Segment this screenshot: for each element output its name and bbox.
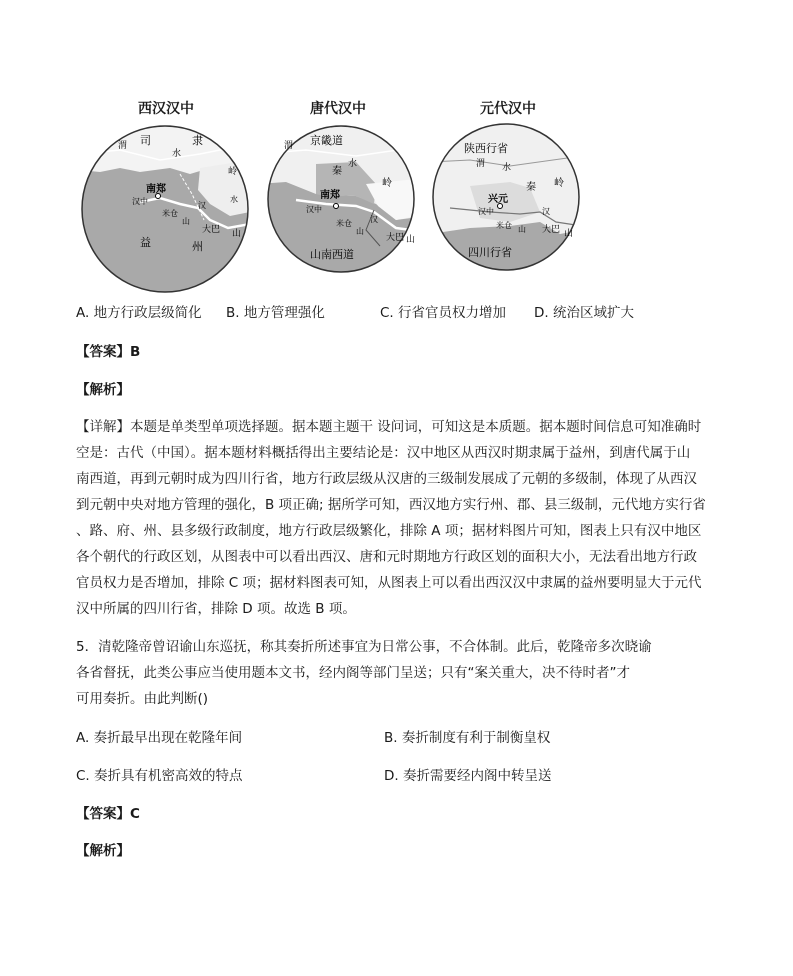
map-tang-label-wei: 渭 (284, 141, 294, 151)
q5-option-b[interactable]: B. 奏折制度有利于制衡皇权 (384, 730, 551, 746)
map-tang-label-qin: 秦 (332, 166, 342, 177)
map-yuan-label-qin: 秦 (526, 182, 536, 193)
q4-detail-line: 官员权力是否增加，排除 C 项；据材料图表可知，从图表上可以看出西汉汉中隶属的益州要明显大于元代 (76, 575, 702, 591)
map-xihan-label-shan1: 山 (182, 217, 190, 226)
map-tang-label-ling: 岭 (382, 178, 392, 189)
q4-detail-explanation (76, 414, 718, 622)
q5-stem-line: 5．清乾隆帝曾诏谕山东巡抚，称其奏折所述事宜为日常公事，不合体制。此后，乾隆帝多次晓谕 (76, 639, 652, 655)
map-xihan-label-wei: 渭 (118, 141, 128, 151)
map-tang-label-shan1: 山 (356, 227, 364, 236)
map-xihan-label-shan2: 山 (232, 229, 242, 239)
q4-option-c[interactable]: C. 行省官员权力增加 (380, 305, 507, 321)
map-yuan-label-xingyuan: 兴元 (488, 194, 508, 205)
map-title-xihan: 西汉汉中 (138, 101, 194, 117)
map-yuan-label-shan1: 山 (518, 225, 526, 234)
q4-detail-line: 到元朝中央对地方管理的强化，B 项正确; 据所学可知，西汉地方实行州、郡、县三级制，元代地方实行省 (76, 497, 706, 513)
map-tang-label-han: 汉 (370, 215, 378, 224)
q5-stem (76, 634, 718, 712)
map-xihan-label-hanzhong: 汉中 (132, 197, 148, 206)
map-xihan-label-nanzheng: 南郑 (146, 184, 166, 195)
map-yuan-label-shaanxi: 陕西行省 (464, 142, 508, 155)
map-title-tang: 唐代汉中 (310, 101, 366, 117)
q5-analysis-label: 【解析】 (76, 843, 130, 859)
q4-option-a[interactable]: A. 地方行政层级简化 (76, 305, 202, 321)
q4-detail-line: 、路、府、州、县多级行政制度，地方行政层级繁化，排除 A 项；据材料图片可知，图表上只有汉中地区 (76, 523, 702, 539)
map-yuan-label-migang: 米仓 (496, 221, 512, 230)
map-yuan-label-hanzhong: 汉中 (478, 207, 494, 216)
q5-answer: 【答案】C (76, 806, 140, 822)
map-tang-label-shui: 水 (348, 159, 358, 169)
map-xihan-label-ling: 岭 (228, 167, 238, 177)
q4-detail-line: 空是：古代（中国）。据本题材料概括得出主要结论是：汉中地区从西汉时期隶属于益州，到唐代属于山 (76, 445, 691, 461)
map-yuan-label-daba: 大巴 (542, 225, 561, 235)
q4-option-b[interactable]: B. 地方管理强化 (226, 305, 325, 321)
q4-detail-line: 南西道，再到元朝时成为四川行省，地方行政层级从汉唐的三级制发展成了元朝的多级制，体现了从西汉 (76, 471, 697, 487)
map-tang-label-migang: 米仓 (336, 219, 352, 228)
map-xihan-label-han: 汉 (198, 201, 206, 210)
q4-analysis-label: 【解析】 (76, 382, 130, 398)
q5-stem-line: 可用奏折。由此判断() (76, 691, 209, 707)
map-xihan-label-li: 隶 (192, 134, 203, 147)
q5-stem-line: 各省督抚，此类公事应当使用题本文书，经内阁等部门呈送；只有“案关重大，决不待时者”才 (76, 665, 630, 681)
map-xihan-label-yi: 益 (140, 236, 151, 249)
q5-option-c[interactable]: C. 奏折具有机密高效的特点 (76, 768, 243, 784)
q5-option-a[interactable]: A. 奏折最早出现在乾隆年间 (76, 730, 243, 746)
map-yuan-label-shan2: 山 (564, 229, 574, 239)
map-tang-label-shan2: 山 (406, 235, 416, 245)
map-xihan-label-daba: 大巴 (202, 225, 221, 235)
map-xihan-label-si: 司 (140, 134, 151, 147)
map-yuan (430, 122, 582, 272)
map-title-yuan: 元代汉中 (480, 101, 536, 117)
map-yuan-label-shui: 水 (502, 163, 512, 173)
map-tang-label-daba: 大巴 (386, 233, 405, 243)
map-xihan-label-shui2: 水 (230, 195, 238, 204)
map-yuan-label-sichuan: 四川行省 (468, 246, 512, 259)
map-xihan-label-zhou: 州 (192, 240, 203, 253)
q4-option-d[interactable]: D. 统治区域扩大 (534, 305, 634, 321)
map-xihan-label-migang: 米仓 (162, 209, 178, 218)
map-tang-label-shannanxidao: 山南西道 (310, 248, 354, 261)
map-tang-label-nanzheng: 南郑 (320, 190, 340, 201)
map-tang-label-jingjidao: 京畿道 (310, 134, 343, 147)
map-yuan-label-han: 汉 (542, 207, 550, 216)
q5-option-d[interactable]: D. 奏折需要经内阁中转呈送 (384, 768, 552, 784)
map-xihan (80, 124, 250, 294)
map-tang-city-dot (334, 204, 339, 209)
q4-detail-line: 各个朝代的行政区划，从图表中可以看出西汉、唐和元时期地方行政区划的面积大小，无法看出地方行政 (76, 549, 697, 565)
q4-detail-line: 汉中所属的四川行省，排除 D 项。故选 B 项。 (76, 601, 356, 617)
map-yuan-label-wei: 渭 (476, 159, 486, 169)
map-yuan-label-ling: 岭 (554, 178, 564, 189)
map-tang (256, 124, 426, 274)
map-xihan-label-shui: 水 (172, 149, 182, 159)
q4-answer: 【答案】B (76, 344, 141, 360)
map-tang-label-hanzhong: 汉中 (306, 205, 322, 214)
q4-detail-line: 【详解】本题是单类型单项选择题。据本题主题干 设问词，可知这是本质题。据本题时间信息可知准确时 (76, 419, 702, 435)
